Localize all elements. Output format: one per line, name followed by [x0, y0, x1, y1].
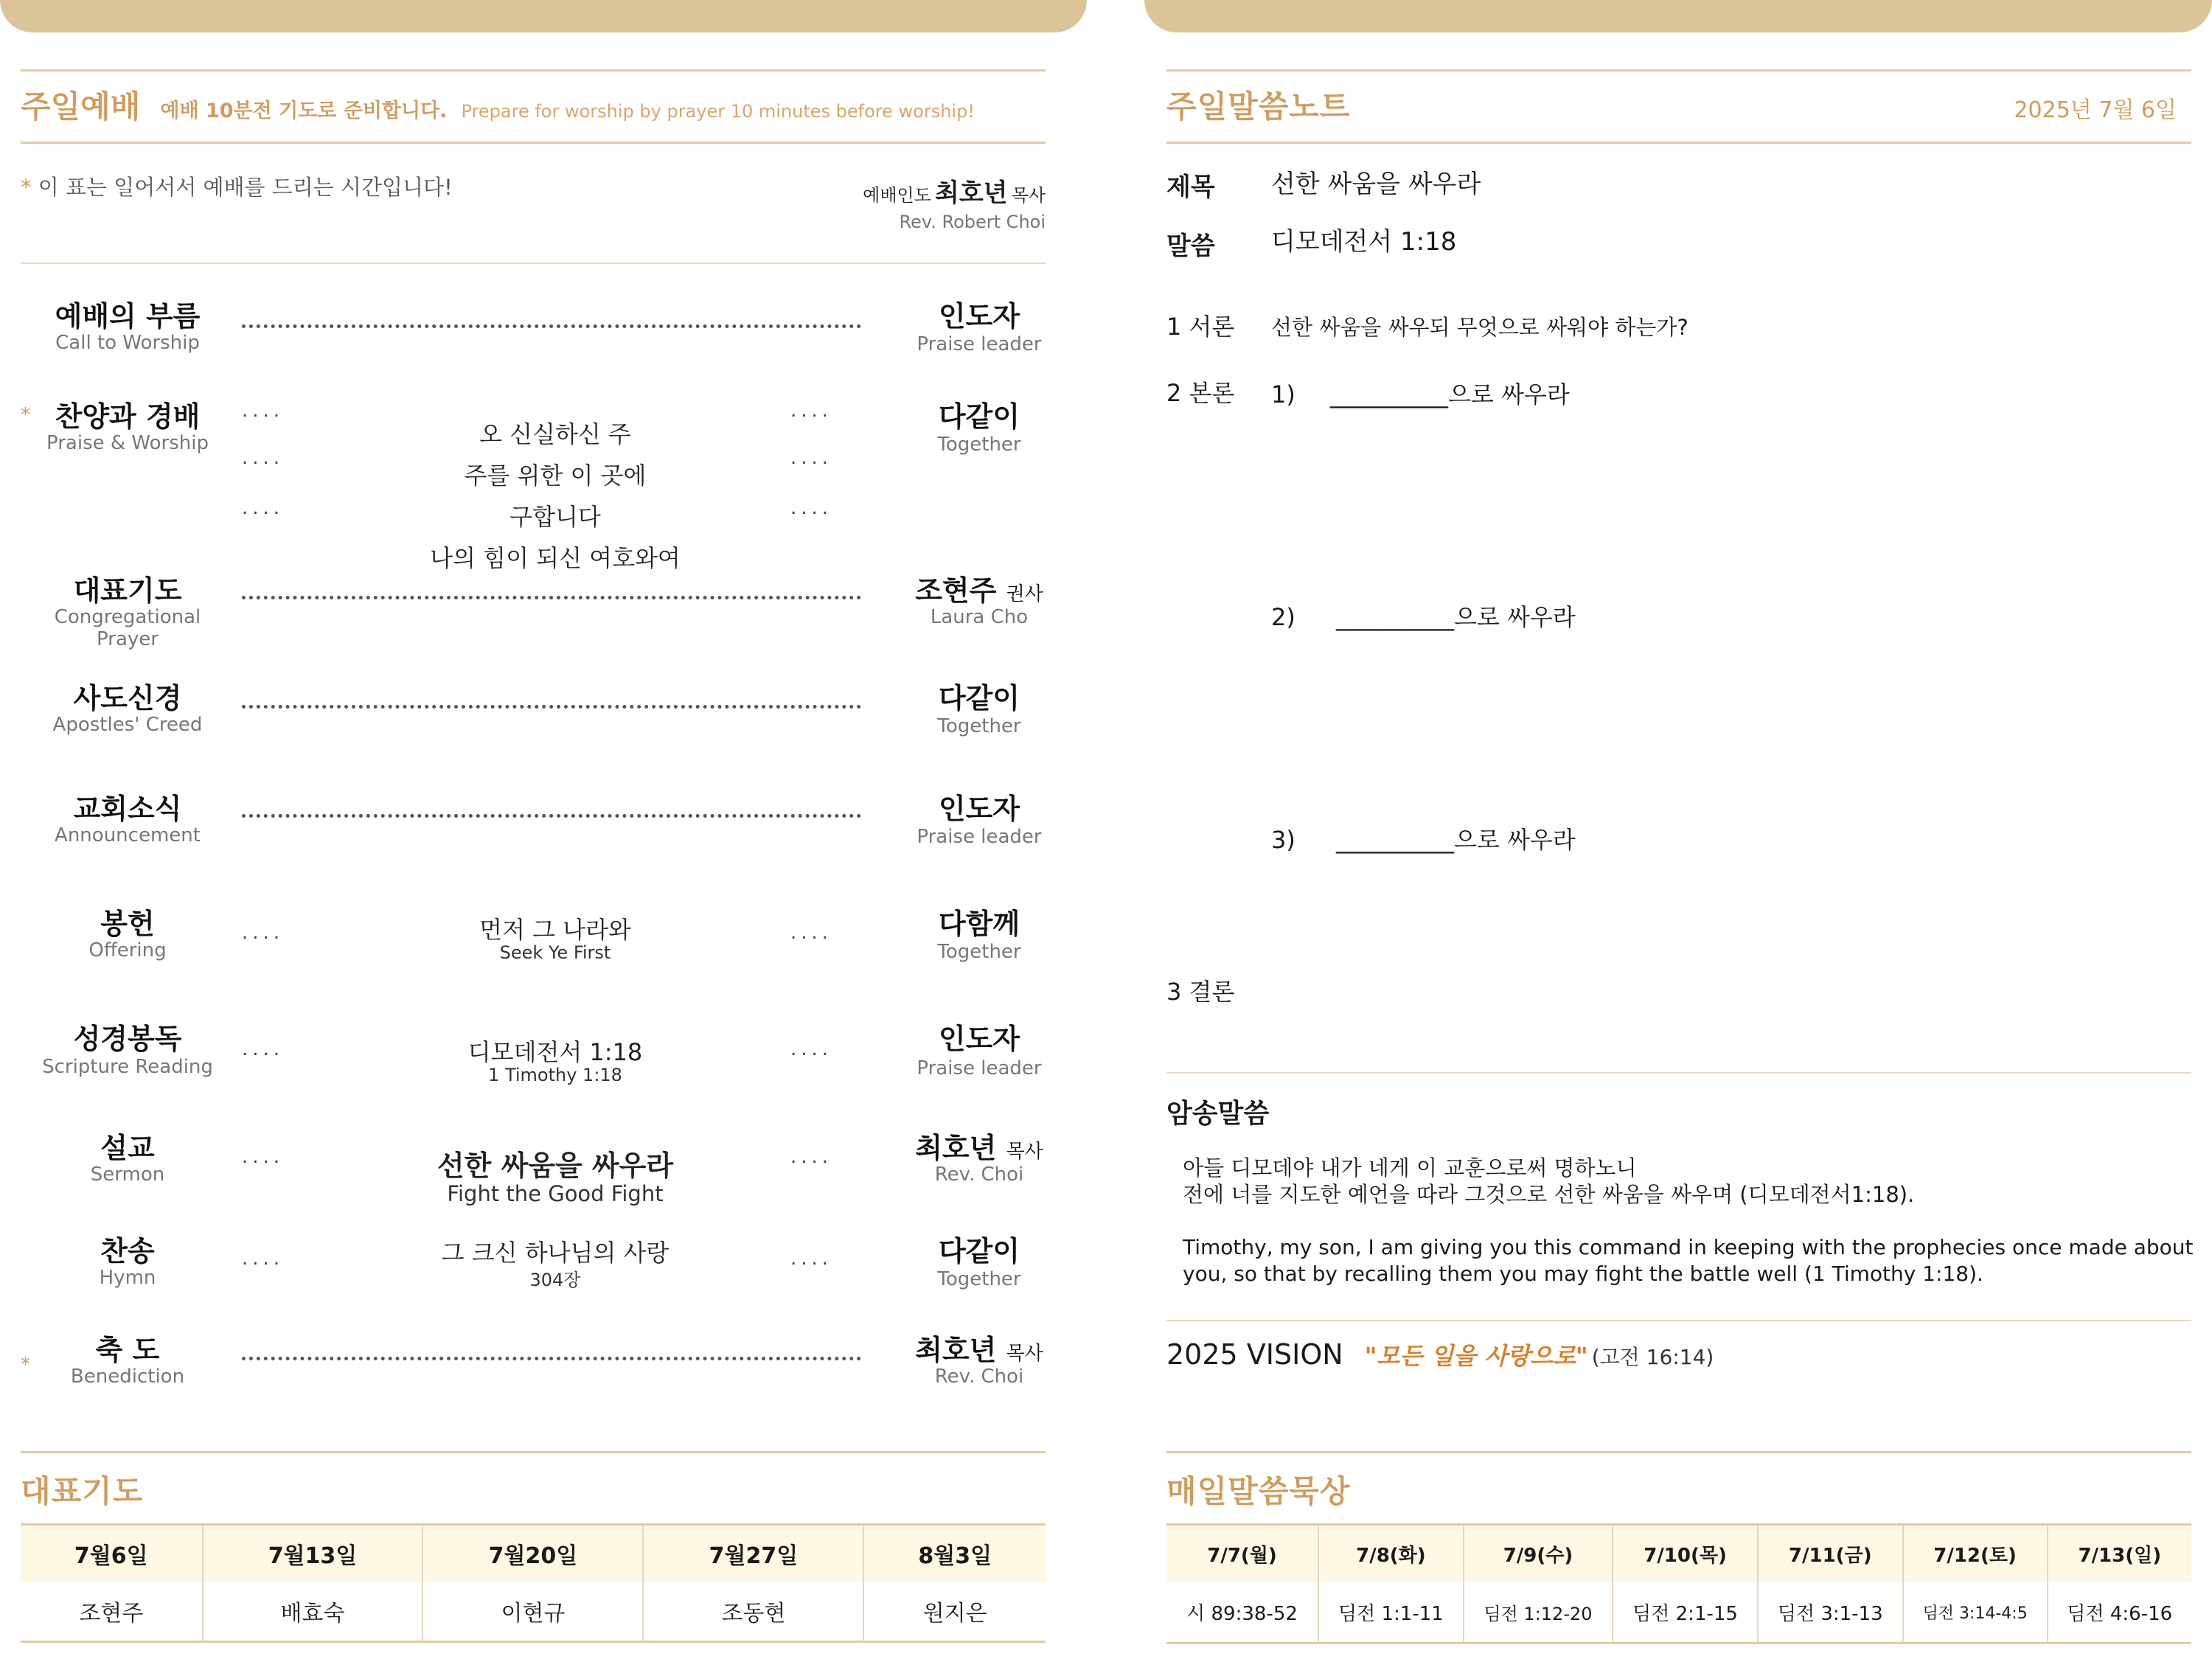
scripture-label: 말씀 [1166, 232, 1215, 261]
scripture-ref-en: 1 Timothy 1:18 [488, 1065, 622, 1085]
leader-title: 권사 [1006, 583, 1043, 605]
order-leader: 인도자 [938, 793, 1020, 825]
intro-label: 1 서론 [1166, 313, 1235, 341]
sermon-title-value: 선한 싸움을 싸우라 [1271, 170, 1481, 199]
leader-label: 예배인도 [863, 185, 931, 206]
daily-date: 7/7(월) [1166, 1525, 1318, 1582]
worship-column [21, 0, 1046, 1659]
notes-date: 2025년 7월 6일 [2014, 97, 2177, 123]
dot-leader: .... [790, 1038, 833, 1060]
order-leader: 다같이 [938, 682, 1020, 714]
scripture-ref: 디모데전서 1:18 [467, 1038, 643, 1066]
table-row [1166, 1525, 2191, 1582]
dot-leader: .... [790, 1146, 833, 1168]
point-item [1271, 821, 1576, 855]
order-kr: 설교 [100, 1132, 155, 1164]
memory-title: 암송말씀 [1166, 1099, 1270, 1129]
prayer-date: 7월13일 [203, 1525, 423, 1582]
order-en: Scripture Reading [42, 1056, 213, 1078]
rule [1166, 1451, 2191, 1453]
daily-ref: 시 89:38-52 [1166, 1582, 1318, 1644]
dot-leader: .... [790, 1248, 833, 1270]
sermon-title-en: Fight the Good Fight [447, 1181, 664, 1206]
prayer-date: 8월3일 [863, 1525, 1046, 1582]
order-leader-en: Praise leader [917, 333, 1042, 355]
order-leader-en: Together [937, 1268, 1021, 1290]
order-en: Offering [88, 939, 167, 961]
point-item [1271, 599, 1576, 633]
leader-name: 최호년 [915, 1334, 997, 1366]
star-icon: * [21, 1354, 30, 1376]
vision-line [1166, 1338, 1714, 1371]
order-en: Praise & Worship [46, 432, 209, 454]
dot-leader [242, 324, 861, 328]
dot-leader: .... [242, 922, 285, 944]
memory-kr-line: 전에 너를 지도한 예언을 따라 그것으로 선한 싸움을 싸우며 (디모데전서1:18). [1183, 1182, 1915, 1207]
worship-title: 주일예배 [21, 88, 141, 125]
rule [21, 69, 1046, 72]
leader-en: Rev. Robert Choi [899, 212, 1046, 232]
point-number: 2) [1271, 603, 1295, 631]
order-leader-en: Praise leader [917, 826, 1042, 848]
order-kr: 찬양과 경배 [55, 400, 201, 433]
order-leader-en: Laura Cho [930, 606, 1029, 628]
hymn-title: 그 크신 하나님의 사랑 [441, 1239, 669, 1267]
notes-title: 주일말씀노트 [1166, 88, 1351, 125]
dot-leader [242, 1357, 861, 1360]
dot-leader: .... [790, 922, 833, 944]
daily-ref: 딤전 4:6-16 [2048, 1582, 2191, 1644]
body-label: 2 본론 [1166, 379, 1235, 407]
order-en: Hymn [99, 1267, 156, 1289]
star-icon: * [21, 404, 30, 426]
point-number: 1) [1271, 380, 1295, 408]
star-note [21, 171, 453, 201]
dot-leader: .... [242, 497, 285, 519]
worship-leader [863, 173, 1046, 232]
order-kr: 대표기도 [73, 574, 182, 607]
prayer-name: 조동현 [643, 1582, 863, 1642]
point-text: 으로 싸우라 [1454, 826, 1576, 854]
order-kr: 예배의 부름 [55, 300, 201, 333]
daily-reading-table [1166, 1523, 2191, 1644]
daily-date: 7/10(목) [1613, 1525, 1758, 1582]
order-en: Sermon [90, 1164, 165, 1186]
scripture-value: 디모데전서 1:18 [1271, 227, 1457, 257]
order-leader-en: Together [937, 715, 1021, 737]
order-kr: 봉헌 [100, 908, 155, 940]
rule [21, 1451, 1046, 1453]
table-row [1166, 1582, 2191, 1644]
daily-date: 7/13(일) [2048, 1525, 2191, 1582]
order-en: Apostles' Creed [52, 714, 203, 736]
rule [1166, 69, 2191, 72]
rule [21, 142, 1046, 144]
memory-kr-line: 아들 디모데야 내가 네게 이 교훈으로써 명하노니 [1183, 1155, 1637, 1180]
dot-leader [242, 814, 861, 818]
dot-leader: .... [790, 497, 833, 519]
dot-leader: .... [242, 1038, 285, 1060]
worship-prep-en: Prepare for worship by prayer 10 minutes before worship! [461, 101, 975, 122]
order-leader-en: Together [937, 434, 1021, 456]
dot-leader: .... [790, 400, 833, 422]
order-kr: 찬송 [100, 1235, 155, 1267]
dot-leader [242, 705, 861, 709]
leader-title: 목사 [1006, 1141, 1043, 1163]
song-title: 구합니다 [509, 503, 601, 531]
rule [1166, 1072, 2191, 1074]
order-en: Benediction [70, 1366, 185, 1388]
prayer-name: 원지은 [863, 1582, 1046, 1642]
song-title: 오 신실하신 주 [479, 420, 631, 448]
prayer-name: 배효숙 [203, 1582, 423, 1642]
star-icon: * [21, 175, 32, 200]
table-row [21, 1582, 1046, 1642]
leader-title: 목사 [1011, 185, 1046, 206]
memory-en-line: Timothy, my son, I am giving you this command in keeping with the prophecies once made about [1183, 1235, 2194, 1259]
memory-en-line: you, so that by recalling them you may fight the battle well (1 Timothy 1:18). [1183, 1262, 1983, 1286]
worship-header [21, 83, 975, 127]
order-leader: 인도자 [938, 1023, 1020, 1055]
daily-ref: 딤전 3:14-4:5 [1903, 1582, 2048, 1644]
daily-ref: 딤전 1:12-20 [1464, 1582, 1613, 1644]
notes-column [1166, 0, 2194, 1659]
daily-ref: 딤전 3:1-13 [1758, 1582, 1903, 1644]
point-blank: __________ [1330, 380, 1448, 408]
leader-name: 최호년 [934, 178, 1008, 208]
point-item [1271, 376, 1570, 410]
dot-leader: .... [242, 1146, 285, 1168]
dot-leader: .... [242, 400, 285, 422]
vision-ref: (고전 16:14) [1591, 1345, 1714, 1369]
song-title: 주를 위한 이 곳에 [464, 462, 647, 490]
rule [21, 262, 1046, 264]
intro-text: 선한 싸움을 싸우되 무엇으로 싸워야 하는가? [1271, 315, 1688, 340]
vision-quote: "모든 일을 사랑으로" [1364, 1342, 1588, 1370]
song-title: 나의 힘이 되신 여호와여 [430, 544, 681, 572]
daily-date: 7/12(토) [1903, 1525, 2048, 1582]
order-kr: 교회소식 [73, 793, 182, 825]
worship-prep-kr: 예배 10분전 기도로 준비합니다. [160, 100, 448, 122]
memory-verse-kr [1183, 1155, 1914, 1208]
order-leader: 인도자 [938, 300, 1020, 333]
prayer-name: 조현주 [21, 1582, 203, 1642]
prayer-date: 7월6일 [21, 1525, 203, 1582]
order-en: Announcement [55, 824, 201, 846]
memory-verse-en [1183, 1234, 2194, 1287]
order-leader: 다같이 [938, 400, 1020, 433]
offering-song: 먼저 그 나라와 [479, 916, 631, 944]
daily-ref: 딤전 2:1-15 [1613, 1582, 1758, 1644]
leader-title: 목사 [1006, 1343, 1043, 1365]
order-leader-en: Rev. Choi [934, 1164, 1024, 1186]
offering-song-en: Seek Ye First [499, 942, 611, 963]
daily-title: 매일말씀묵상 [1166, 1473, 1351, 1509]
dot-leader: .... [242, 1248, 285, 1270]
dot-leader: .... [242, 447, 285, 469]
star-note-text: 이 표는 일어서서 예배를 드리는 시간입니다! [38, 175, 453, 200]
prayer-name: 이현규 [422, 1582, 643, 1642]
order-leader-en: Praise leader [917, 1057, 1042, 1079]
point-text: 으로 싸우라 [1454, 603, 1576, 631]
prayer-schedule-table [21, 1523, 1046, 1643]
dot-leader [242, 596, 861, 599]
order-leader-en: Together [937, 941, 1021, 963]
conclusion-label: 3 결론 [1166, 978, 1235, 1006]
prayer-date: 7월20일 [422, 1525, 643, 1582]
leader-name: 최호년 [915, 1132, 997, 1164]
point-blank: __________ [1336, 826, 1454, 854]
table-row [21, 1525, 1046, 1582]
order-kr: 사도신경 [73, 682, 182, 714]
hymn-number: 304장 [529, 1270, 581, 1290]
point-text: 으로 싸우라 [1448, 380, 1570, 408]
dot-leader: .... [790, 447, 833, 469]
prayer-date: 7월27일 [643, 1525, 863, 1582]
header-tab [0, 0, 1087, 32]
point-number: 3) [1271, 826, 1295, 854]
sermon-title: 선한 싸움을 싸우라 [437, 1150, 674, 1182]
daily-ref: 딤전 1:1-11 [1318, 1582, 1464, 1644]
vision-label: 2025 VISION [1166, 1338, 1343, 1371]
rule [1166, 142, 2191, 144]
order-leader-en: Rev. Choi [934, 1366, 1024, 1388]
order-leader: 다같이 [938, 1235, 1020, 1267]
prayer-title: 대표기도 [21, 1473, 144, 1509]
order-leader: 다함께 [938, 908, 1020, 940]
order-kr: 성경봉독 [73, 1023, 182, 1055]
daily-date: 7/8(화) [1318, 1525, 1464, 1582]
leader-name: 조현주 [915, 574, 997, 607]
daily-date: 7/9(수) [1464, 1525, 1613, 1582]
rule [1166, 1320, 2191, 1321]
daily-date: 7/11(금) [1758, 1525, 1903, 1582]
sermon-title-label: 제목 [1166, 173, 1215, 202]
order-en: Call to Worship [55, 332, 200, 354]
order-leader [861, 568, 1097, 608]
order-kr: 축 도 [95, 1334, 160, 1366]
order-en: Congregational Prayer [54, 606, 201, 650]
order-leader [861, 1327, 1097, 1368]
header-tab [1144, 0, 2212, 32]
order-leader [861, 1125, 1097, 1166]
point-blank: __________ [1336, 603, 1454, 631]
